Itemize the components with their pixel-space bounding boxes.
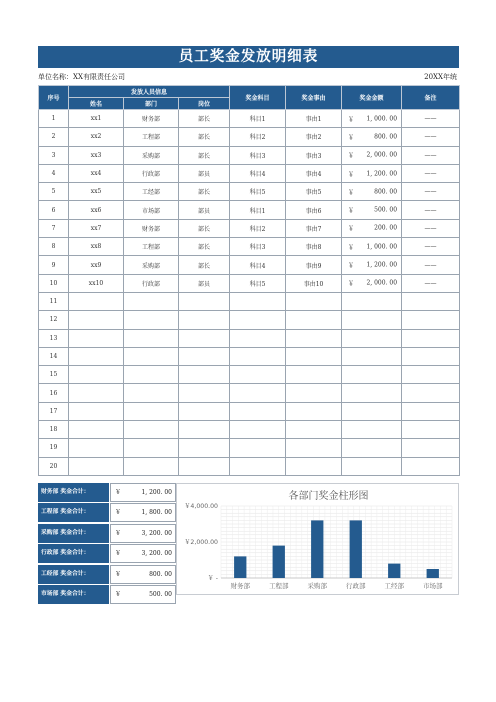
cell-subject bbox=[230, 366, 286, 384]
cell-seq: 7 bbox=[39, 219, 69, 237]
cell-note bbox=[402, 384, 460, 402]
cell-post: 部长 bbox=[179, 238, 230, 256]
cell-reason bbox=[286, 402, 342, 420]
cell-subject bbox=[230, 292, 286, 310]
cell-name bbox=[69, 292, 124, 310]
amount-value: 800. 00 bbox=[374, 188, 398, 196]
cell-reason bbox=[286, 439, 342, 457]
cell-subject bbox=[230, 311, 286, 329]
summary-value: 3, 200. 00 bbox=[141, 550, 172, 558]
cell-dept bbox=[124, 402, 179, 420]
table-row bbox=[39, 110, 460, 128]
cell-note: —— bbox=[402, 128, 460, 146]
bar bbox=[427, 569, 439, 578]
currency-symbol: ￥ bbox=[115, 529, 122, 537]
cell-subject bbox=[230, 402, 286, 420]
summary-row bbox=[38, 524, 176, 543]
cell-dept bbox=[124, 457, 179, 475]
cell-reason: 事由5 bbox=[286, 183, 342, 201]
cell-seq: 2 bbox=[39, 128, 69, 146]
cell-reason: 事由6 bbox=[286, 201, 342, 219]
cell-dept: 财务部 bbox=[124, 110, 179, 128]
summary-label: 工程部 奖金合计： bbox=[38, 503, 109, 522]
cell-note bbox=[402, 402, 460, 420]
cell-name: xx3 bbox=[69, 146, 124, 164]
cell-name bbox=[69, 311, 124, 329]
cell-dept: 工经部 bbox=[124, 183, 179, 201]
table-row bbox=[39, 402, 460, 420]
summary-value-box bbox=[110, 503, 176, 522]
cell-amount bbox=[342, 329, 402, 347]
summary-value: 500. 00 bbox=[149, 590, 172, 598]
cell-amount bbox=[342, 201, 402, 219]
cell-amount bbox=[342, 347, 402, 365]
cell-seq: 1 bbox=[39, 110, 69, 128]
cell-post bbox=[179, 311, 230, 329]
currency-symbol: ￥ bbox=[348, 280, 355, 288]
table-row bbox=[39, 238, 460, 256]
cell-note: —— bbox=[402, 256, 460, 274]
cell-dept: 行政部 bbox=[124, 164, 179, 182]
cell-post bbox=[179, 347, 230, 365]
cell-seq: 9 bbox=[39, 256, 69, 274]
cell-dept bbox=[124, 292, 179, 310]
cell-note bbox=[402, 457, 460, 475]
currency-symbol: ￥ bbox=[115, 509, 122, 517]
cell-seq: 15 bbox=[39, 366, 69, 384]
cell-name: xx6 bbox=[69, 201, 124, 219]
summary-value-box bbox=[110, 524, 176, 543]
dept-summary bbox=[38, 483, 176, 605]
cell-amount bbox=[342, 128, 402, 146]
summary-value-box bbox=[110, 483, 176, 502]
cell-note bbox=[402, 421, 460, 439]
cell-dept: 行政部 bbox=[124, 274, 179, 292]
x-tick-label: 财务部 bbox=[230, 582, 250, 590]
table-row bbox=[39, 183, 460, 201]
cell-amount bbox=[342, 238, 402, 256]
bar bbox=[273, 546, 285, 578]
cell-dept bbox=[124, 439, 179, 457]
table-row bbox=[39, 311, 460, 329]
summary-value: 800. 00 bbox=[149, 570, 172, 578]
cell-seq: 12 bbox=[39, 311, 69, 329]
currency-symbol: ￥ bbox=[348, 171, 355, 179]
summary-label: 市场部 奖金合计： bbox=[38, 585, 109, 604]
cell-name: xx10 bbox=[69, 274, 124, 292]
cell-dept bbox=[124, 384, 179, 402]
cell-post: 部长 bbox=[179, 110, 230, 128]
cell-seq: 10 bbox=[39, 274, 69, 292]
cell-post bbox=[179, 292, 230, 310]
bonus-table bbox=[38, 85, 460, 476]
cell-reason bbox=[286, 457, 342, 475]
cell-note bbox=[402, 329, 460, 347]
summary-row bbox=[38, 503, 176, 522]
x-tick-label: 工程部 bbox=[269, 582, 289, 590]
cell-dept bbox=[124, 366, 179, 384]
header-staff-info: 发放人员信息 bbox=[69, 86, 230, 98]
cell-subject: 科目3 bbox=[230, 146, 286, 164]
header-note: 备注 bbox=[402, 86, 460, 110]
cell-subject: 科目5 bbox=[230, 183, 286, 201]
summary-label: 采购部 奖金合计： bbox=[38, 524, 109, 543]
cell-seq: 18 bbox=[39, 421, 69, 439]
cell-seq: 19 bbox=[39, 439, 69, 457]
summary-label: 财务部 奖金合计： bbox=[38, 483, 109, 502]
page-title: 员工奖金发放明细表 bbox=[38, 46, 459, 68]
cell-dept bbox=[124, 421, 179, 439]
cell-amount bbox=[342, 402, 402, 420]
cell-post bbox=[179, 366, 230, 384]
currency-symbol: ￥ bbox=[348, 134, 355, 142]
table-row bbox=[39, 256, 460, 274]
cell-name: xx5 bbox=[69, 183, 124, 201]
summary-label: 工经部 奖金合计： bbox=[38, 565, 109, 584]
cell-seq: 5 bbox=[39, 183, 69, 201]
cell-reason: 事由1 bbox=[286, 110, 342, 128]
cell-reason bbox=[286, 421, 342, 439]
currency-symbol: ￥ bbox=[115, 550, 122, 558]
table-row bbox=[39, 164, 460, 182]
table-row bbox=[39, 146, 460, 164]
y-tick-label: ￥4,000.00 bbox=[184, 503, 218, 510]
cell-name bbox=[69, 366, 124, 384]
dept-bonus-chart bbox=[176, 483, 459, 595]
cell-note bbox=[402, 439, 460, 457]
cell-amount bbox=[342, 439, 402, 457]
cell-seq: 16 bbox=[39, 384, 69, 402]
cell-reason bbox=[286, 366, 342, 384]
cell-amount bbox=[342, 311, 402, 329]
cell-subject: 科目4 bbox=[230, 164, 286, 182]
cell-name bbox=[69, 439, 124, 457]
cell-post bbox=[179, 384, 230, 402]
cell-amount bbox=[342, 366, 402, 384]
cell-post: 部长 bbox=[179, 146, 230, 164]
x-tick-label: 市场部 bbox=[423, 582, 443, 590]
cell-post bbox=[179, 402, 230, 420]
cell-dept: 财务部 bbox=[124, 219, 179, 237]
cell-post bbox=[179, 439, 230, 457]
cell-reason bbox=[286, 292, 342, 310]
table-row bbox=[39, 457, 460, 475]
x-tick-label: 行政部 bbox=[346, 582, 366, 590]
cell-reason: 事由2 bbox=[286, 128, 342, 146]
cell-dept: 采购部 bbox=[124, 256, 179, 274]
cell-subject bbox=[230, 439, 286, 457]
summary-value-box bbox=[110, 585, 176, 604]
cell-note bbox=[402, 311, 460, 329]
cell-name: xx8 bbox=[69, 238, 124, 256]
cell-reason: 事由7 bbox=[286, 219, 342, 237]
header-seq: 序号 bbox=[39, 86, 69, 110]
y-tick-label: ￥2,000.00 bbox=[184, 539, 218, 546]
amount-value: 1, 000. 00 bbox=[366, 115, 398, 123]
cell-reason bbox=[286, 311, 342, 329]
cell-subject: 科目1 bbox=[230, 201, 286, 219]
cell-amount bbox=[342, 384, 402, 402]
summary-row bbox=[38, 565, 176, 584]
table-row bbox=[39, 201, 460, 219]
cell-note: —— bbox=[402, 274, 460, 292]
table-row bbox=[39, 128, 460, 146]
unit-info-row bbox=[38, 71, 459, 83]
x-tick-label: 采购部 bbox=[307, 582, 327, 590]
summary-label: 行政部 奖金合计： bbox=[38, 544, 109, 563]
cell-dept: 工程部 bbox=[124, 128, 179, 146]
cell-note: —— bbox=[402, 164, 460, 182]
amount-value: 1, 000. 00 bbox=[366, 243, 398, 251]
cell-seq: 4 bbox=[39, 164, 69, 182]
cell-subject bbox=[230, 329, 286, 347]
cell-note: —— bbox=[402, 201, 460, 219]
cell-post bbox=[179, 457, 230, 475]
header-reason: 奖金事由 bbox=[286, 86, 342, 110]
cell-seq: 20 bbox=[39, 457, 69, 475]
cell-dept: 工程部 bbox=[124, 238, 179, 256]
currency-symbol: ￥ bbox=[348, 189, 355, 197]
cell-reason: 事由10 bbox=[286, 274, 342, 292]
table-row bbox=[39, 274, 460, 292]
table-row bbox=[39, 366, 460, 384]
cell-amount bbox=[342, 164, 402, 182]
cell-name bbox=[69, 384, 124, 402]
bar bbox=[311, 520, 323, 578]
cell-post: 部员 bbox=[179, 274, 230, 292]
cell-subject bbox=[230, 421, 286, 439]
unit-name: 单位名称：XX有限责任公司 bbox=[38, 73, 125, 81]
cell-amount bbox=[342, 256, 402, 274]
cell-name: xx1 bbox=[69, 110, 124, 128]
cell-reason: 事由4 bbox=[286, 164, 342, 182]
cell-amount bbox=[342, 146, 402, 164]
summary-value-box bbox=[110, 565, 176, 584]
cell-post: 部员 bbox=[179, 201, 230, 219]
summary-row bbox=[38, 544, 176, 563]
cell-post: 部长 bbox=[179, 219, 230, 237]
currency-symbol: ￥ bbox=[348, 207, 355, 215]
cell-note bbox=[402, 292, 460, 310]
cell-note: —— bbox=[402, 110, 460, 128]
cell-amount bbox=[342, 219, 402, 237]
header-name: 姓名 bbox=[69, 98, 124, 110]
header-amount: 奖金金额 bbox=[342, 86, 402, 110]
summary-value-box bbox=[110, 544, 176, 563]
summary-row bbox=[38, 585, 176, 604]
cell-dept bbox=[124, 329, 179, 347]
cell-note: —— bbox=[402, 183, 460, 201]
amount-value: 200. 00 bbox=[374, 224, 398, 232]
amount-value: 2, 000. 00 bbox=[366, 151, 398, 159]
chart-title: 各部门奖金柱形图 bbox=[288, 491, 369, 502]
currency-symbol: ￥ bbox=[115, 489, 122, 496]
cell-reason: 事由3 bbox=[286, 146, 342, 164]
cell-name bbox=[69, 329, 124, 347]
currency-symbol: ￥ bbox=[115, 570, 122, 578]
cell-dept bbox=[124, 311, 179, 329]
currency-symbol: ￥ bbox=[348, 262, 355, 270]
cell-subject: 科目2 bbox=[230, 219, 286, 237]
cell-name bbox=[69, 402, 124, 420]
currency-symbol: ￥ bbox=[348, 116, 355, 124]
cell-subject: 科目3 bbox=[230, 238, 286, 256]
cell-post bbox=[179, 421, 230, 439]
cell-seq: 3 bbox=[39, 146, 69, 164]
cell-amount bbox=[342, 457, 402, 475]
cell-post: 部长 bbox=[179, 128, 230, 146]
cell-dept: 市场部 bbox=[124, 201, 179, 219]
cell-seq: 11 bbox=[39, 292, 69, 310]
cell-amount bbox=[342, 183, 402, 201]
summary-row bbox=[38, 483, 176, 502]
cell-subject bbox=[230, 457, 286, 475]
table-row bbox=[39, 439, 460, 457]
cell-amount bbox=[342, 110, 402, 128]
cell-reason: 事由9 bbox=[286, 256, 342, 274]
cell-name: xx9 bbox=[69, 256, 124, 274]
amount-value: 500. 00 bbox=[374, 206, 398, 214]
cell-subject bbox=[230, 347, 286, 365]
amount-value: 2, 000. 00 bbox=[366, 279, 398, 287]
cell-reason bbox=[286, 347, 342, 365]
cell-reason: 事由8 bbox=[286, 238, 342, 256]
cell-reason bbox=[286, 384, 342, 402]
cell-seq: 13 bbox=[39, 329, 69, 347]
cell-amount bbox=[342, 292, 402, 310]
year-label: 20XX年统 bbox=[424, 73, 457, 81]
header-dept: 部门 bbox=[124, 98, 179, 110]
cell-subject bbox=[230, 384, 286, 402]
cell-dept: 采购部 bbox=[124, 146, 179, 164]
table-row bbox=[39, 219, 460, 237]
currency-symbol: ￥ bbox=[348, 244, 355, 252]
cell-note bbox=[402, 347, 460, 365]
table-row bbox=[39, 292, 460, 310]
cell-seq: 6 bbox=[39, 201, 69, 219]
bar bbox=[350, 520, 362, 578]
cell-subject: 科目4 bbox=[230, 256, 286, 274]
summary-value: 3, 200. 00 bbox=[141, 529, 172, 537]
chart-canvas bbox=[177, 484, 460, 596]
cell-post: 部长 bbox=[179, 183, 230, 201]
cell-seq: 8 bbox=[39, 238, 69, 256]
table-row bbox=[39, 421, 460, 439]
bar bbox=[388, 564, 400, 578]
amount-value: 1, 200. 00 bbox=[366, 170, 398, 178]
header-post: 岗位 bbox=[179, 98, 230, 110]
currency-symbol: ￥ bbox=[115, 590, 122, 598]
currency-symbol: ￥ bbox=[348, 152, 355, 160]
table-row bbox=[39, 347, 460, 365]
cell-subject: 科目2 bbox=[230, 128, 286, 146]
cell-post: 部长 bbox=[179, 256, 230, 274]
cell-post: 部员 bbox=[179, 164, 230, 182]
cell-name bbox=[69, 421, 124, 439]
cell-note: —— bbox=[402, 146, 460, 164]
cell-seq: 14 bbox=[39, 347, 69, 365]
cell-subject: 科目1 bbox=[230, 110, 286, 128]
table-row bbox=[39, 384, 460, 402]
cell-note: —— bbox=[402, 238, 460, 256]
cell-name bbox=[69, 457, 124, 475]
table-row bbox=[39, 329, 460, 347]
cell-note bbox=[402, 366, 460, 384]
cell-seq: 17 bbox=[39, 402, 69, 420]
cell-amount bbox=[342, 274, 402, 292]
cell-name: xx2 bbox=[69, 128, 124, 146]
cell-note: —— bbox=[402, 219, 460, 237]
amount-value: 1, 200. 00 bbox=[366, 261, 398, 269]
bar bbox=[234, 556, 246, 578]
summary-value: 1, 200. 00 bbox=[141, 489, 172, 496]
summary-value: 1, 800. 00 bbox=[141, 509, 172, 517]
cell-name bbox=[69, 347, 124, 365]
cell-subject: 科目5 bbox=[230, 274, 286, 292]
y-tick-label: ￥ - bbox=[207, 575, 218, 582]
x-tick-label: 工经部 bbox=[384, 582, 404, 590]
currency-symbol: ￥ bbox=[348, 225, 355, 233]
header-subject: 奖金科目 bbox=[230, 86, 286, 110]
cell-name: xx7 bbox=[69, 219, 124, 237]
cell-reason bbox=[286, 329, 342, 347]
cell-dept bbox=[124, 347, 179, 365]
amount-value: 800. 00 bbox=[374, 133, 398, 141]
cell-amount bbox=[342, 421, 402, 439]
cell-name: xx4 bbox=[69, 164, 124, 182]
cell-post bbox=[179, 329, 230, 347]
